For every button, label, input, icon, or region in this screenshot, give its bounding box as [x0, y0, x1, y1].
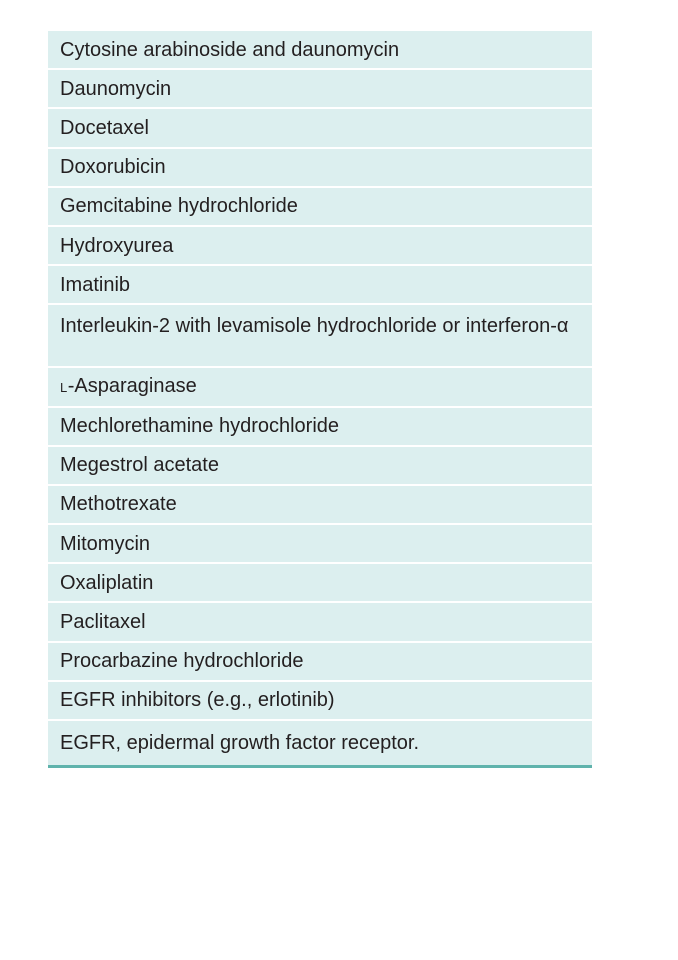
row-text: Interleukin-2 with levamisole hydrochloride or interferon-α: [60, 315, 569, 338]
small-caps-prefix: L: [60, 379, 68, 395]
table-row: [48, 188, 592, 227]
table-footnote: [48, 721, 592, 765]
table-row: [48, 227, 592, 266]
table-row: [48, 109, 592, 148]
table-row: [48, 305, 592, 368]
table-row: [48, 447, 592, 486]
table-row: [48, 408, 592, 447]
row-text: Imatinib: [60, 273, 131, 296]
table-row: [48, 31, 592, 70]
table-row: [48, 564, 592, 603]
table-row: [48, 643, 592, 682]
table-row: [48, 525, 592, 564]
table-row: [48, 682, 592, 721]
drug-table: [48, 31, 592, 768]
row-text: Methotrexate: [60, 493, 177, 516]
row-text: Doxorubicin: [60, 156, 166, 179]
row-text: Gemcitabine hydrochloride: [60, 195, 298, 218]
row-text: Oxaliplatin: [60, 571, 154, 594]
row-text: Hydroxyurea: [60, 234, 174, 257]
row-text: [60, 374, 197, 400]
table-row: [48, 266, 592, 305]
row-text: EGFR inhibitors (e.g., erlotinib): [60, 689, 335, 712]
table-row: [48, 603, 592, 642]
table-row: [48, 149, 592, 188]
row-text: Cytosine arabinoside and daunomycin: [60, 38, 400, 61]
table-row: [48, 368, 592, 407]
table-row: [48, 70, 592, 109]
row-text: Procarbazine hydrochloride: [60, 650, 304, 673]
row-text: Daunomycin: [60, 77, 172, 100]
table-bottom-rule: [48, 765, 592, 768]
row-text: Mechlorethamine hydrochloride: [60, 415, 340, 438]
row-text: Paclitaxel: [60, 611, 146, 634]
row-text-suffix: -Asparaginase: [67, 374, 197, 397]
row-text: Mitomycin: [60, 532, 151, 555]
row-text: Docetaxel: [60, 116, 149, 139]
row-text: Megestrol acetate: [60, 454, 219, 477]
footnote-text: EGFR, epidermal growth factor receptor.: [60, 732, 420, 754]
table-row: [48, 486, 592, 525]
